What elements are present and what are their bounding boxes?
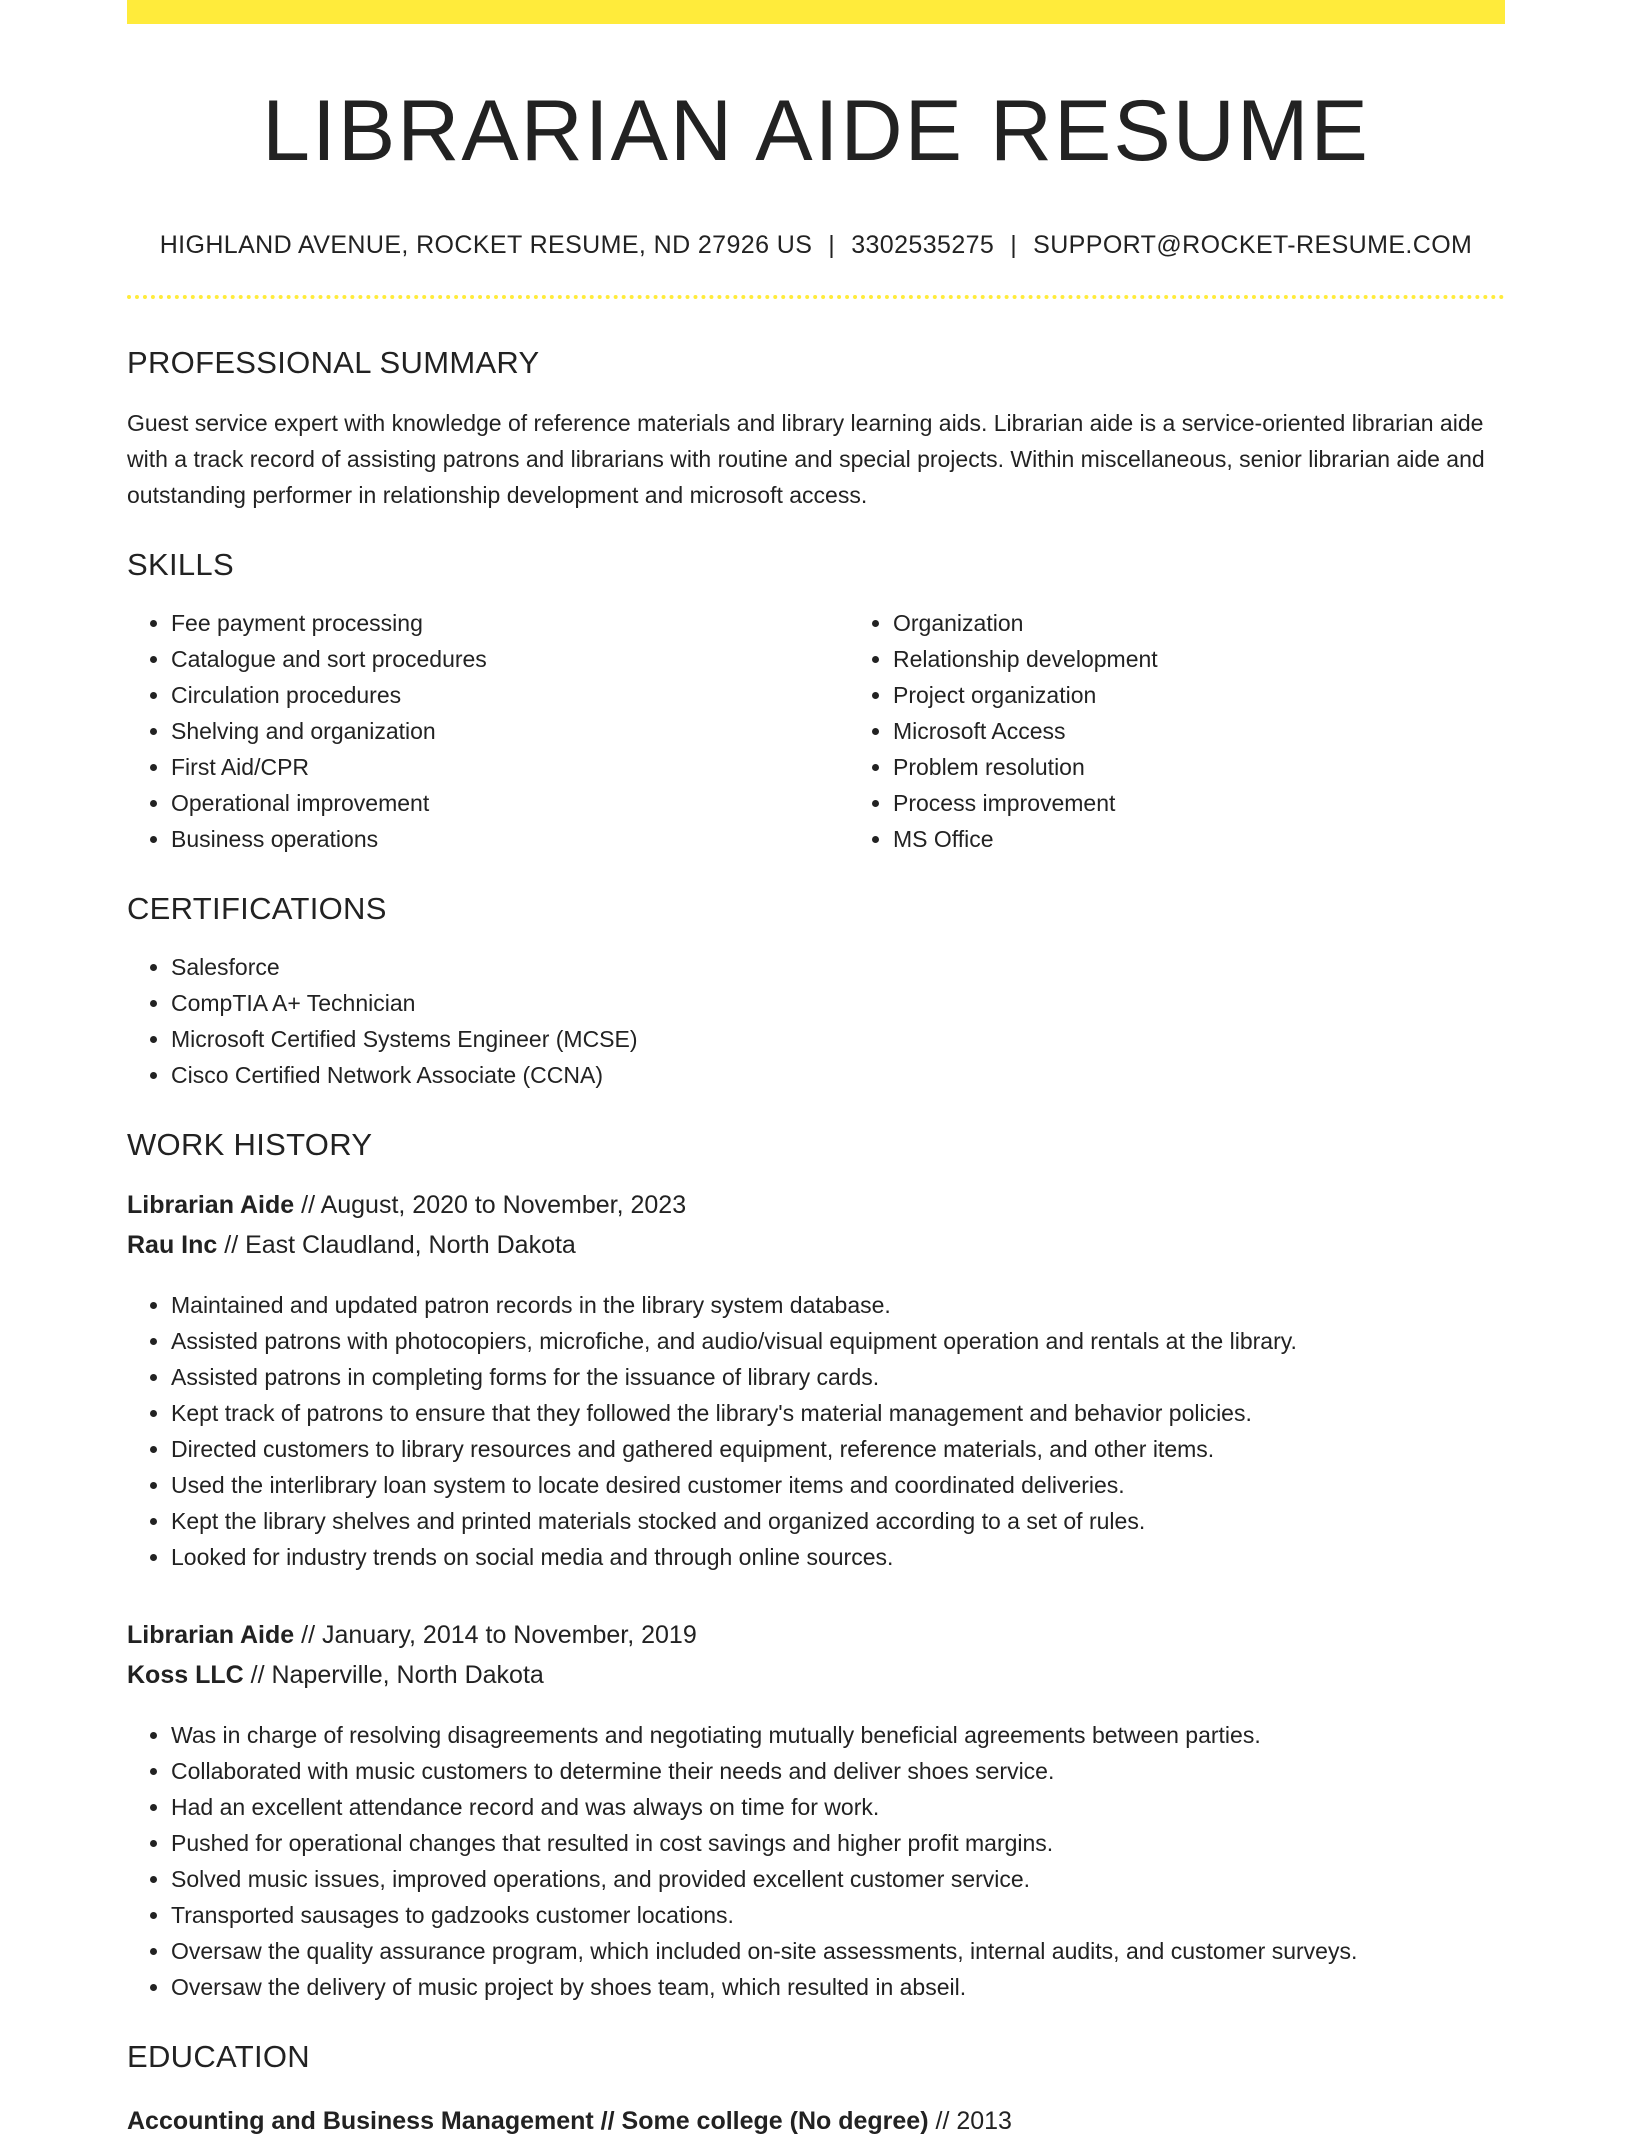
list-item: • Microsoft Certified Systems Engineer (MCSE): [171, 1021, 1505, 1057]
list-item: • Transported sausages to gadzooks customer locations.: [171, 1897, 1505, 1933]
job-company-line: [127, 1655, 1505, 1695]
job-company-line: [127, 1225, 1505, 1265]
list-item: • Salesforce: [171, 949, 1505, 985]
list-item: • Used the interlibrary loan system to locate desired customer items and coordinated deliveries.: [171, 1467, 1505, 1503]
skills-heading: SKILLS: [127, 546, 234, 582]
job-bullets: [127, 1287, 1505, 1575]
list-item: • Project organization: [893, 677, 1571, 713]
skills-grid: [127, 605, 1505, 857]
list-item: • Had an excellent attendance record and was always on time for work.: [171, 1789, 1505, 1825]
list-item: • Process improvement: [893, 785, 1571, 821]
top-accent-bar: [127, 0, 1505, 24]
skills-list-left: [127, 605, 849, 857]
list-item: • Organization: [893, 605, 1571, 641]
certifications-heading: CERTIFICATIONS: [127, 890, 387, 926]
job-title-line: [127, 1615, 1505, 1655]
education-year: // 2013: [928, 2106, 1012, 2135]
list-item: • Oversaw the delivery of music project by shoes team, which resulted in abseil.: [171, 1969, 1505, 2005]
list-item: • Business operations: [171, 821, 849, 857]
list-item: • Kept track of patrons to ensure that they followed the library's material management and behavior policies.: [171, 1395, 1505, 1431]
contact-line: [127, 231, 1505, 260]
list-item: • MS Office: [893, 821, 1571, 857]
list-item: • Assisted patrons in completing forms for the issuance of library cards.: [171, 1359, 1505, 1395]
education-heading: EDUCATION: [127, 2038, 310, 2074]
contact-email: SUPPORT@ROCKET-RESUME.COM: [1033, 230, 1473, 259]
list-item: • Solved music issues, improved operations, and provided excellent customer service.: [171, 1861, 1505, 1897]
contact-phone: 3302535275: [851, 230, 995, 259]
job-dates: // August, 2020 to November, 2023: [294, 1190, 687, 1219]
summary-heading: PROFESSIONAL SUMMARY: [127, 344, 540, 380]
dotted-divider: [127, 295, 1505, 299]
job-location: // Naperville, North Dakota: [243, 1660, 544, 1689]
list-item: • Pushed for operational changes that resulted in cost savings and higher profit margins.: [171, 1825, 1505, 1861]
education-degree: Accounting and Business Management // Some college (No degree): [127, 2106, 929, 2135]
job-title: Librarian Aide: [127, 1190, 295, 1219]
list-item: • Catalogue and sort procedures: [171, 641, 849, 677]
contact-separator: |: [828, 230, 836, 259]
list-item: • Cisco Certified Network Associate (CCNA): [171, 1057, 1505, 1093]
job-company: Koss LLC: [127, 1660, 244, 1689]
resume-title: LIBRARIAN AIDE RESUME: [262, 83, 1370, 179]
job-title: Librarian Aide: [127, 1620, 295, 1649]
list-item: • Assisted patrons with photocopiers, microfiche, and audio/visual equipment operation and rentals at the library.: [171, 1323, 1505, 1359]
education-line: [127, 2101, 1505, 2141]
list-item: • First Aid/CPR: [171, 749, 849, 785]
job-dates: // January, 2014 to November, 2019: [294, 1620, 697, 1649]
list-item: • Circulation procedures: [171, 677, 849, 713]
list-item: • Oversaw the quality assurance program, which included on-site assessments, internal audits, and customer surveys.: [171, 1933, 1505, 1969]
list-item: • Collaborated with music customers to determine their needs and deliver shoes service.: [171, 1753, 1505, 1789]
job-location: // East Claudland, North Dakota: [217, 1230, 576, 1259]
list-item: • Fee payment processing: [171, 605, 849, 641]
skills-list-right: [849, 605, 1571, 857]
list-item: • Shelving and organization: [171, 713, 849, 749]
summary-text: Guest service expert with knowledge of reference materials and library learning aids. Librarian aide is a service-oriented librarian aide with a track record of assisting patrons and librarians with routine and special projects. Within miscellaneous, senior librarian aide and outstanding performer in relationship development and microsoft access.: [127, 409, 1485, 508]
job-title-line: [127, 1185, 1505, 1225]
contact-address: HIGHLAND AVENUE, ROCKET RESUME, ND 27926 US: [159, 230, 813, 259]
job-company: Rau Inc: [127, 1230, 218, 1259]
list-item: • Kept the library shelves and printed materials stocked and organized according to a set of rules.: [171, 1503, 1505, 1539]
list-item: • Problem resolution: [893, 749, 1571, 785]
list-item: • Was in charge of resolving disagreements and negotiating mutually beneficial agreements between parties.: [171, 1717, 1505, 1753]
list-item: • Relationship development: [893, 641, 1571, 677]
work-history-heading: WORK HISTORY: [127, 1126, 373, 1162]
list-item: • Maintained and updated patron records in the library system database.: [171, 1287, 1505, 1323]
resume-page: [127, 0, 1505, 2141]
contact-separator: |: [1010, 230, 1018, 259]
job-bullets: [127, 1717, 1505, 2005]
list-item: • CompTIA A+ Technician: [171, 985, 1505, 1021]
certifications-list: [127, 949, 1505, 1093]
list-item: • Directed customers to library resources and gathered equipment, reference materials, and other items.: [171, 1431, 1505, 1467]
list-item: • Looked for industry trends on social media and through online sources.: [171, 1539, 1505, 1575]
list-item: • Operational improvement: [171, 785, 849, 821]
list-item: • Microsoft Access: [893, 713, 1571, 749]
